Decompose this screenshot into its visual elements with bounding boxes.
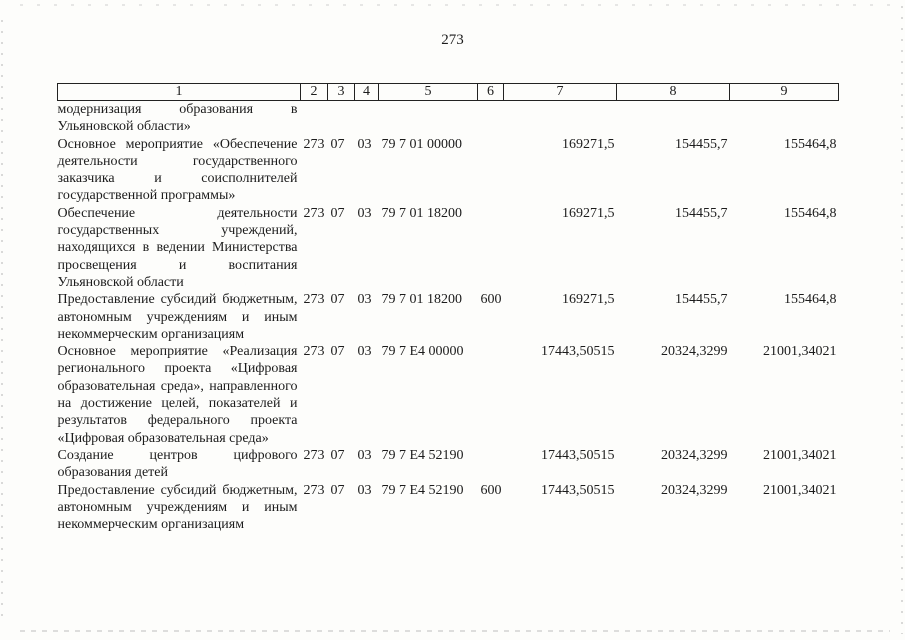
amount-col8: 20324,3299 [661,447,728,463]
amount-col7 [504,101,617,136]
amount-col8: 20324,3299 [661,344,728,360]
amount-col9: 155464,8 [784,292,837,308]
amount-col8: 154455,7 [675,292,728,308]
ved-code: 273 [303,344,325,360]
amount-col7: 17443,50515 [541,447,615,463]
table-row [58,343,839,447]
ved-code [301,101,328,136]
target-article-code: 79 7 01 18200 [381,205,462,221]
row-name: Основное мероприятие «Реализация регионального проекта «Цифровая образовательная среда», направленного на достижение целей, показателей и результатов федерального проекта «Цифровая образовательная среда» [57,344,298,446]
table-row [58,291,839,343]
ved-code: 273 [303,447,325,463]
expense-type-code: 600 [480,292,502,308]
header-cell: 9 [730,84,839,101]
budget-table [57,83,839,533]
expense-type-code [478,136,504,205]
section-code: 07 [330,136,345,152]
expense-type-code [478,205,504,291]
target-article-code: 79 7 01 18200 [381,292,462,308]
amount-col9: 21001,34021 [763,344,837,360]
header-cell: 4 [355,84,379,101]
expense-type-code: 600 [480,482,502,498]
target-article-code: 79 7 01 00000 [381,136,462,152]
amount-col7: 17443,50515 [541,344,615,360]
header-cell: 1 [58,84,301,101]
header-cell: 8 [617,84,730,101]
header-cell: 3 [328,84,355,101]
amount-col8: 154455,7 [675,136,728,152]
row-name: Предоставление субсидий бюджетным, автономным учреждениям и иным некоммерческим организациям [57,482,298,533]
ved-code: 273 [303,136,325,152]
amount-col8: 20324,3299 [661,482,728,498]
subsection-code: 03 [357,482,372,498]
amount-col9: 155464,8 [784,205,837,221]
subsection-code: 03 [357,136,372,152]
table-row [58,101,839,136]
row-name: Создание центров цифрового образования детей [57,447,298,481]
header-cell: 2 [301,84,328,101]
subsection-code: 03 [357,447,372,463]
target-article-code [379,101,478,136]
amount-col7: 17443,50515 [541,482,615,498]
target-article-code: 79 7 E4 00000 [381,344,464,360]
expense-type-code [478,447,504,482]
amount-col9: 21001,34021 [763,482,837,498]
subsection-code: 03 [357,292,372,308]
target-article-code: 79 7 E4 52190 [381,447,464,463]
row-name: Основное мероприятие «Обеспечение деятельности государственного заказчика и соисполнителей государственной программы» [57,136,298,204]
amount-col7: 169271,5 [562,136,615,152]
amount-col8: 154455,7 [675,205,728,221]
section-code [328,101,355,136]
table-row [58,205,839,291]
section-code: 07 [330,205,345,221]
amount-col7: 169271,5 [562,205,615,221]
section-code: 07 [330,292,345,308]
header-cell: 6 [478,84,504,101]
target-article-code: 79 7 E4 52190 [381,482,464,498]
header-cell: 7 [504,84,617,101]
row-name: Обеспечение деятельности государственных учреждений, находящихся в ведении Министерства просвещения и воспитания Ульяновской области [57,205,298,290]
ved-code: 273 [303,292,325,308]
subsection-code: 03 [357,344,372,360]
row-name: модернизация образования в Ульяновской области» [57,102,298,135]
subsection-code [355,101,379,136]
row-name: Предоставление субсидий бюджетным, автономным учреждениям и иным некоммерческим организациям [57,292,298,342]
ved-code: 273 [303,205,325,221]
section-code: 07 [330,344,345,360]
amount-col8 [617,101,730,136]
amount-col7: 169271,5 [562,292,615,308]
section-code: 07 [330,482,345,498]
table-row [58,136,839,205]
amount-col9: 21001,34021 [763,447,837,463]
expense-type-code [478,101,504,136]
page-number: 273 [441,32,464,48]
amount-col9 [730,101,839,136]
ved-code: 273 [303,482,325,498]
table-header-row [58,84,839,101]
amount-col9: 155464,8 [784,136,837,152]
section-code: 07 [330,447,345,463]
table-row [58,447,839,482]
header-cell: 5 [379,84,478,101]
subsection-code: 03 [357,205,372,221]
expense-type-code [478,343,504,447]
table-row [58,482,839,534]
